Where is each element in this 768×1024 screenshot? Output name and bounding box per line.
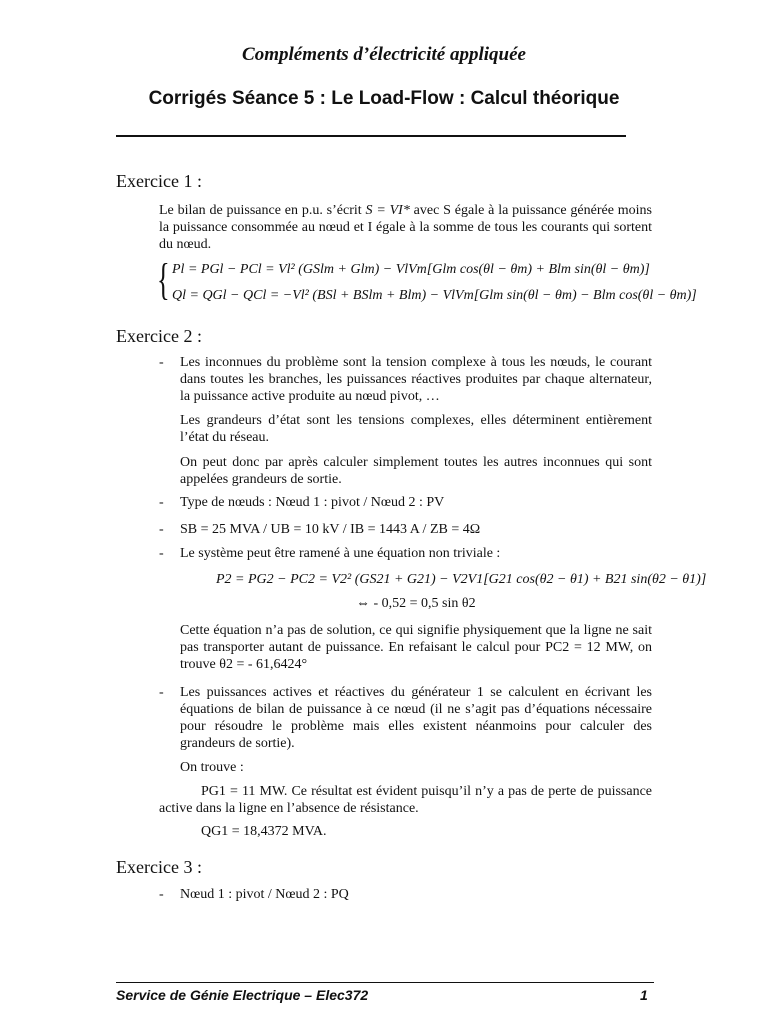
no-solution-text: Cette équation n’a pas de solution, ce qui signifie physiquement que la ligne ne sait pas transporter autant de puissance. En refaisant le calcul pour PC2 = 12 MW, on trouve θ2 = - 61,6424° (180, 623, 652, 672)
header-divider (116, 135, 626, 137)
equation-sin-theta: ⇔ - 0,52 = 0,5 sin θ2 (356, 596, 476, 611)
page-title: Compléments d’électricité appliquée (242, 44, 526, 65)
base-values-text: SB = 25 MVA / UB = 10 kV / IB = 1443 A / ZB = 4Ω (180, 522, 481, 537)
exercise-2-heading: Exercice 2 : (116, 326, 202, 346)
paragraph-text-a: Le bilan de puissance en p.u. s’écrit (159, 203, 366, 218)
unknowns-text: Les inconnues du problème sont la tension complexe à tous les nœuds, le courant dans toutes les branches, les puissances réactives produites par chaque alternateur, la puissance active produite au nœud pivot, … (180, 355, 652, 404)
node-types-ex3-text: Nœud 1 : pivot / Nœud 2 : PQ (180, 887, 349, 902)
list-item: - Type de nœuds : Nœud 1 : pivot / Nœud 2 : PV (159, 494, 652, 511)
node-types-text: Type de nœuds : Nœud 1 : pivot / Nœud 2 : PV (180, 495, 445, 510)
equation-active-power: Pl = PGl − PCl = Vl² (GSlm + Glm) − VlVm[Glm cos(θl − θm) + Blm sin(θl − θm)] (172, 262, 650, 277)
exercise-3-heading: Exercice 3 : (116, 857, 202, 877)
equation-reactive-power: Ql = QGl − QCl = −Vl² (BSl + BSlm + Blm) − VlVm[Glm sin(θl − θm) − Blm cos(θl − θm)] (172, 288, 697, 303)
equation-brace: { (157, 255, 170, 304)
generator-text: Les puissances actives et réactives du générateur 1 se calculent en écrivant les équations de bilan de puissance à ce nœud (il ne s’agit pas d’équations nécessaire pour résoudre le problème mais elles existent néanmoins pour calculer des grandeurs de sortie). (180, 685, 652, 751)
qg1-result-text: QG1 = 18,4372 MVA. (201, 824, 327, 839)
footer-divider (116, 982, 654, 983)
output-variables-text: On peut donc par après calculer simplement toutes les autres inconnues qui sont appelées grandeurs de sortie. (180, 455, 652, 487)
paragraph-text-b: avec S égale à la puissance générée moins la puissance consommée au nœud et I égale à la somme de tous les courants qui sortent du nœud. (159, 203, 652, 252)
list-item: - Les puissances actives et réactives du générateur 1 se calculent en écrivant les équations de bilan de puissance à ce nœud (il ne s’agit pas d’équations nécessaire pour résoudre le problème mais elles existent néanmoins pour calculer des grandeurs de sortie). (159, 685, 652, 751)
list-item: - SB = 25 MVA / UB = 10 kV / IB = 1443 A / ZB = 4Ω (159, 521, 652, 538)
page-number: 1 (640, 987, 648, 1003)
pg1-result-text: PG1 = 11 MW. Ce résultat est évident puisqu’il n’y a pas de perte de puissance active dans la ligne en l’absence de résistance. (159, 784, 652, 816)
equation-intro-text: Le système peut être ramené à une équation non triviale : (180, 546, 501, 561)
page-subtitle: Corrigés Séance 5 : Le Load-Flow : Calcul théorique (148, 88, 620, 109)
on-trouve-text: On trouve : (180, 760, 244, 775)
list-item: - Les inconnues du problème sont la tension complexe à tous les nœuds, le courant dans toutes les branches, les puissances réactives produites par chaque alternateur, la puissance active produite au nœud pivot, … (159, 355, 652, 404)
footer-course: Service de Génie Electrique – Elec372 (116, 987, 369, 1003)
equation-p2: P2 = PG2 − PC2 = V2² (GS21 + G21) − V2V1[G21 cos(θ2 − θ1) + B21 sin(θ2 − θ1)] (216, 572, 707, 587)
list-item: - Nœud 1 : pivot / Nœud 2 : PQ (159, 886, 652, 903)
state-variables-text: Les grandeurs d’état sont les tensions complexes, elles déterminent entièrement l’état du réseau. (180, 413, 652, 445)
list-item: - Le système peut être ramené à une équation non triviale : (159, 545, 652, 562)
exercise-1-heading: Exercice 1 : (116, 171, 202, 191)
exercise-1-paragraph (159, 202, 652, 253)
power-formula: S = VI* (365, 203, 410, 218)
